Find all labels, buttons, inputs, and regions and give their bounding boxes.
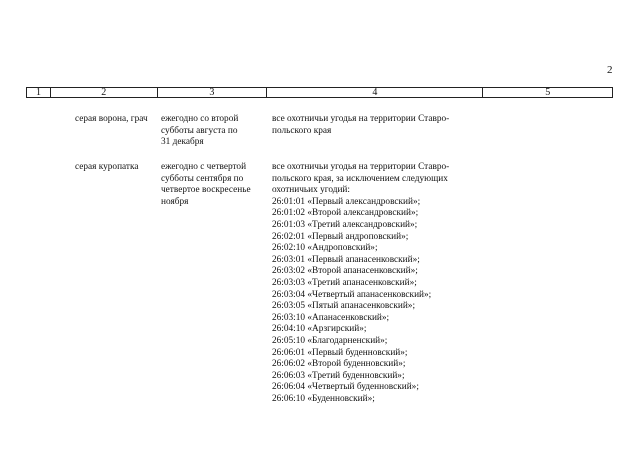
area-line: 26:01:02 «Второй александровский»; — [272, 208, 419, 219]
column-number-5: 5 — [545, 87, 551, 98]
period-line: 31 декабря — [161, 137, 204, 148]
hunting-period-cell — [157, 162, 267, 208]
area-line: польского края — [272, 125, 332, 136]
species-cell: серая ворона, грач — [75, 114, 148, 124]
area-line: 26:04:10 «Арзгирский»; — [272, 324, 367, 335]
species-cell: серая куропатка — [75, 162, 139, 172]
period-line: ежегодно со второй — [161, 114, 239, 124]
area-line: 26:06:03 «Третий буденновский»; — [272, 370, 405, 381]
area-line: 26:03:05 «Пятый апанасенковский»; — [272, 301, 416, 312]
table-row — [26, 114, 613, 149]
area-line: 26:06:10 «Буденновский»; — [272, 393, 375, 404]
area-line: 26:03:04 «Четвертый апанасенковский»; — [272, 289, 432, 300]
period-line: ноября — [161, 196, 189, 207]
area-line: 26:03:02 «Второй апанасенковский»; — [272, 266, 418, 277]
period-line: четвертое воскресенье — [161, 185, 251, 196]
column-number-3: 3 — [158, 88, 268, 97]
area-line: 26:06:01 «Первый буденновский»; — [272, 347, 408, 358]
page-number: 2 — [607, 64, 613, 76]
area-line: охотничьих угодий: — [272, 185, 350, 196]
area-line: 26:06:04 «Четвертый буденновский»; — [272, 382, 419, 393]
hunting-area-cell — [267, 114, 484, 137]
area-line: 26:03:03 «Третий апанасенковский»; — [272, 277, 417, 288]
period-line: субботы сентября по — [161, 173, 244, 184]
column-number-2: 2 — [51, 88, 158, 97]
area-line: 26:06:02 «Второй буденновский»; — [272, 359, 406, 370]
period-line: субботы августа по — [161, 125, 238, 136]
area-line: 26:05:10 «Благодарненский»; — [272, 335, 388, 346]
area-line: 26:01:01 «Первый александровский»; — [272, 196, 421, 207]
area-line: 26:02:01 «Первый андроповский»; — [272, 231, 409, 242]
area-line: 26:03:01 «Первый апанасенковский»; — [272, 254, 420, 265]
column-number-4: 4 — [267, 88, 483, 97]
area-line: все охотничьи угодья на территории Ставро- — [272, 162, 450, 172]
hunting-period-cell — [157, 114, 267, 149]
period-line: ежегодно с четвертой — [161, 162, 247, 172]
area-line: все охотничьи угодья на территории Ставро- — [272, 114, 450, 124]
table-row — [26, 162, 613, 405]
area-line: 26:03:10 «Апанасенковский»; — [272, 312, 390, 323]
area-line: 26:02:10 «Андроповский»; — [272, 243, 378, 254]
table-header-row — [26, 87, 613, 98]
area-line: 26:01:03 «Третий александровский»; — [272, 219, 418, 230]
column-number-1: 1 — [27, 88, 51, 97]
hunting-area-cell — [267, 162, 484, 405]
area-line: польского края, за исключением следующих — [272, 173, 448, 184]
